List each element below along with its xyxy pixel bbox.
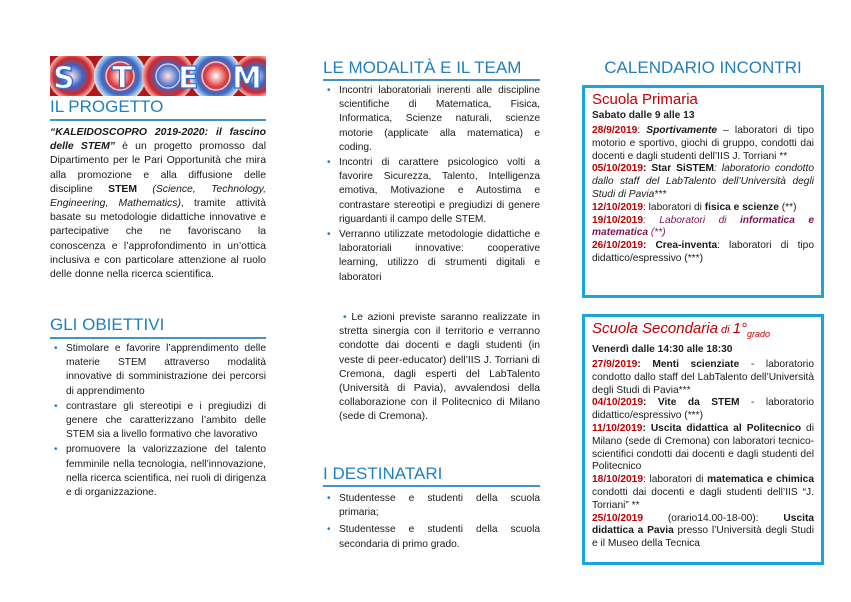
progetto-divider bbox=[50, 119, 266, 121]
list-item: 28/9/2019: Sportivamente – laboratori di tipo motorio e sportivo, giochi di gruppo, condotti dai docenti e dagli studenti dell’IIS J. Torriani ** bbox=[592, 125, 814, 162]
calendario-heading: CALENDARIO INCONTRI bbox=[604, 58, 802, 77]
list-item: 12/10/2019: laboratori di fisica e scienze (**) bbox=[592, 201, 797, 213]
modalita-heading: LE MODALITÀ E IL TEAM bbox=[323, 58, 522, 77]
list-item: • Verranno utilizzate metodologie didattiche e laboratoriali innovative: cooperative learning, utilizzo di strumenti digitali e laboratori bbox=[323, 228, 540, 285]
secondaria-schedule: Venerdì dalle 14:30 alle 18:30 bbox=[592, 344, 733, 355]
primaria-schedule: Sabato dalle 9 alle 13 bbox=[592, 110, 695, 121]
list-item: 27/9/2019: Menti scienziate - laboratorio condotto dallo staff del LabTalento dell’Università degli Studi di Pavia*** bbox=[592, 359, 814, 396]
progetto-text: “KALEIDOSCOPRO 2019-2020: il fascino delle STEM” è un progetto promosso dal Dipartimento per le Pari Opportunità che mira alla promozione e alla diffusione delle discipline STEM (Science, Technology, Engineering, Mathematics), tramite attività basate su metodologie didattiche innovative e partecipative che ne favoriscano la conoscenza e l’approfondimento in un’ottica inclusiva e con particolare attenzione al ruolo delle donne nella ricerca scientifica. bbox=[50, 127, 267, 281]
primaria-box bbox=[582, 85, 824, 298]
logo-letter-s: S bbox=[53, 61, 75, 96]
list-item: 25/10/2019 (orario14.00-18-00): Uscita didattica a Pavia presso l’Università degli Studi e il Museo della Tecnica bbox=[592, 512, 814, 550]
modalita-divider bbox=[323, 79, 540, 81]
obiettivi-heading: GLI OBIETTIVI bbox=[50, 315, 165, 334]
list-item: • promuovere la valorizzazione del talento femminile nella tecnologia, nell’innovazione, nella ricerca scientifica, nei ruoli di dirigenza e di organizzazione. bbox=[50, 443, 266, 500]
destinatari-divider bbox=[323, 485, 540, 487]
logo-letter-t: T bbox=[112, 61, 133, 96]
obiettivi-list bbox=[50, 342, 266, 501]
list-item: • Studentesse e studenti della scuola secondaria di primo grado. bbox=[323, 523, 540, 551]
list-item: • contrastare gli stereotipi e i pregiudizi di genere che caratterizzano l’ambito delle STEM sia a livello formativo che lavorativo bbox=[50, 400, 266, 443]
stem-term: STEM bbox=[108, 183, 138, 195]
modalita-extra: • Le azioni previste saranno realizzate in stretta sinergia con il territorio e verranno condotte dai docenti e dagli studenti (in veste di peer-educator) dell’IIS J. Torriani di Cremona, dagli esperti del LabTalento (Università di Pavia), avvalendosi della collaborazione con il Politecnico di Milano (sede di Cremona). bbox=[339, 312, 540, 423]
obiettivi-divider bbox=[50, 337, 266, 339]
primaria-title: Scuola Primaria bbox=[592, 91, 698, 108]
list-item: 19/10/2019: Laboratori di informatica e matematica (**) bbox=[592, 214, 814, 239]
progetto-title-quote: “KALEIDOSCOPRO 2019-2020: il fascino delle STEM” bbox=[50, 127, 266, 153]
list-item: 26/10/2019: Crea-inventa: laboratori di tipo didattico/espressivo (***) bbox=[592, 240, 814, 264]
list-item: 18/10/2019: laboratori di matematica e chimica condotti dai docenti e dagli studenti dell’IIS “J. Torriani” ** bbox=[592, 474, 814, 511]
list-item: • Incontri di carattere psicologico volti a favorire Sicurezza, Talento, Intelligenza emotiva, Motivazione e Autostima e contrastare stereotipi e pregiudizi di genere riguardanti il campo delle STEM. bbox=[323, 156, 540, 227]
secondaria-title: Scuola Secondaria di $1^\circ_{grado}$ bbox=[592, 320, 770, 339]
list-item: • Studentesse e studenti della scuola primaria; bbox=[323, 492, 540, 520]
progetto-heading: IL PROGETTO bbox=[50, 97, 164, 116]
list-item: • Incontri laboratoriali inerenti alle discipline scientifiche di Matematica, Fisica, Informatica, Scienze naturali, scienze motorie (applicate alla matematica) e coding. bbox=[323, 84, 540, 155]
secondaria-box bbox=[582, 314, 824, 565]
stem-kaleidoscope-banner bbox=[50, 56, 266, 96]
list-item: • Stimolare e favorire l’apprendimento delle materie STEM attraverso modalità innovative di somministrazione dei percorsi di apprendimento bbox=[50, 342, 266, 399]
list-item: 11/10/2019: Uscita didattica al Politecnico di Milano (sede di Cremona) con laboratori tecnico-scientifici condotti dai docenti e dagli studenti del Politecnico bbox=[592, 422, 814, 473]
destinatari-heading: I DESTINATARI bbox=[323, 464, 443, 483]
logo-letter-m: M bbox=[232, 61, 262, 96]
modalita-list bbox=[323, 84, 540, 286]
list-item: 04/10/2019: Vite da STEM - laboratorio didattico/espressivo (***) bbox=[592, 397, 814, 422]
destinatari-list bbox=[323, 492, 540, 553]
bullet-small: • bbox=[343, 312, 352, 323]
logo-letter-e: E bbox=[178, 61, 199, 96]
list-item: 05/10/2019: Star SiSTEM: laboratorio condotto dallo staff del LabTalento dell’Università degli Studi di Pavia*** bbox=[592, 163, 815, 200]
